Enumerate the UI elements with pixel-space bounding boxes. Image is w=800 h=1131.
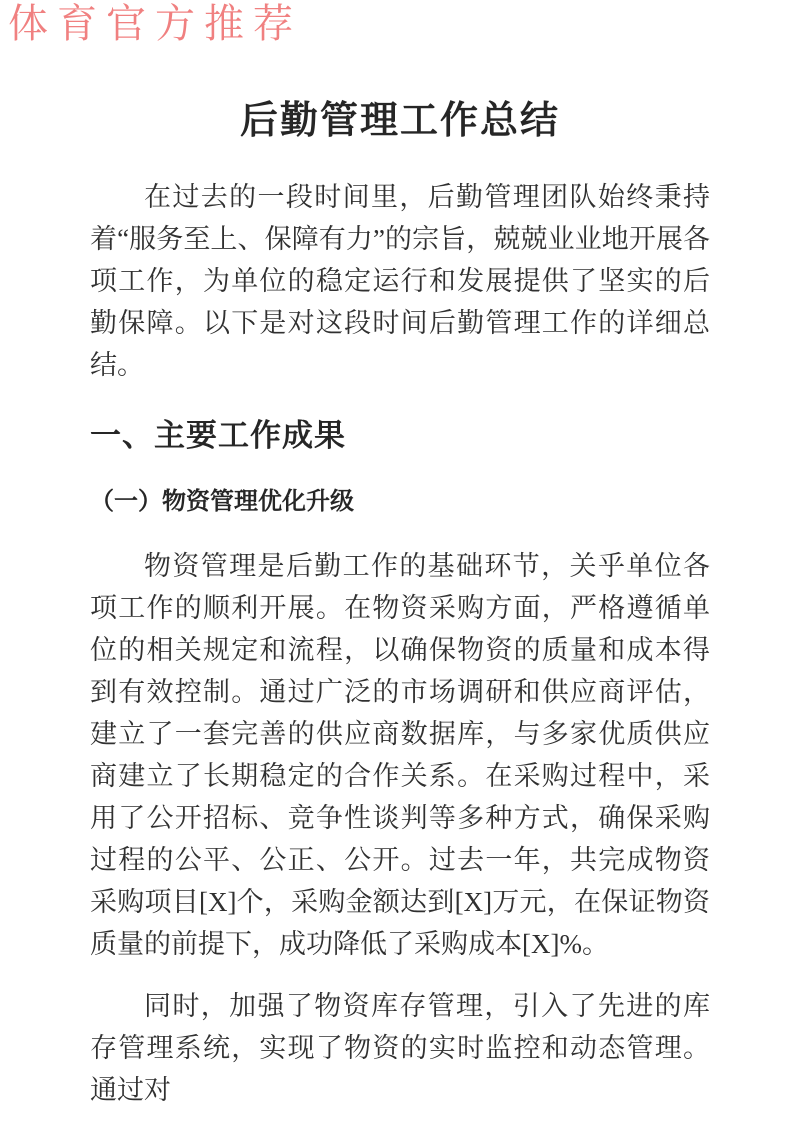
body-paragraph-2: 同时，加强了物资库存管理，引入了先进的库存管理系统，实现了物资的实时监控和动态管理。通过对 — [90, 991, 710, 1105]
section-heading: 一、主要工作成果 — [90, 418, 346, 453]
document-title: 后勤管理工作总结 — [239, 100, 560, 142]
watermark-text: 体育官方推荐 — [8, 1, 302, 46]
intro-paragraph: 在过去的一段时间里，后勤管理团队始终秉持着“服务至上、保障有力”的宗旨，兢兢业业地开展各项工作，为单位的稳定运行和发展提供了坚实的后勤保障。以下是对这段时间后勤管理工作的详细总结。 — [90, 182, 710, 380]
subsection-heading: （一）物资管理优化升级 — [90, 489, 354, 515]
body-paragraph-1: 物资管理是后勤工作的基础环节，关乎单位各项工作的顺利开展。在物资采购方面，严格遵循单位的相关规定和流程，以确保物资的质量和成本得到有效控制。通过广泛的市场调研和供应商评估，建立了一套完善的供应商数据库，与多家优质供应商建立了长期稳定的合作关系。在采购过程中，采用了公开招标、竞争性谈判等多种方式，确保采购过程的公平、公正、公开。过去一年，共完成物资采购项目[X]个，采购金额达到[X]万元，在保证物资质量的前提下，成功降低了采购成本[X]%。 — [90, 551, 710, 959]
